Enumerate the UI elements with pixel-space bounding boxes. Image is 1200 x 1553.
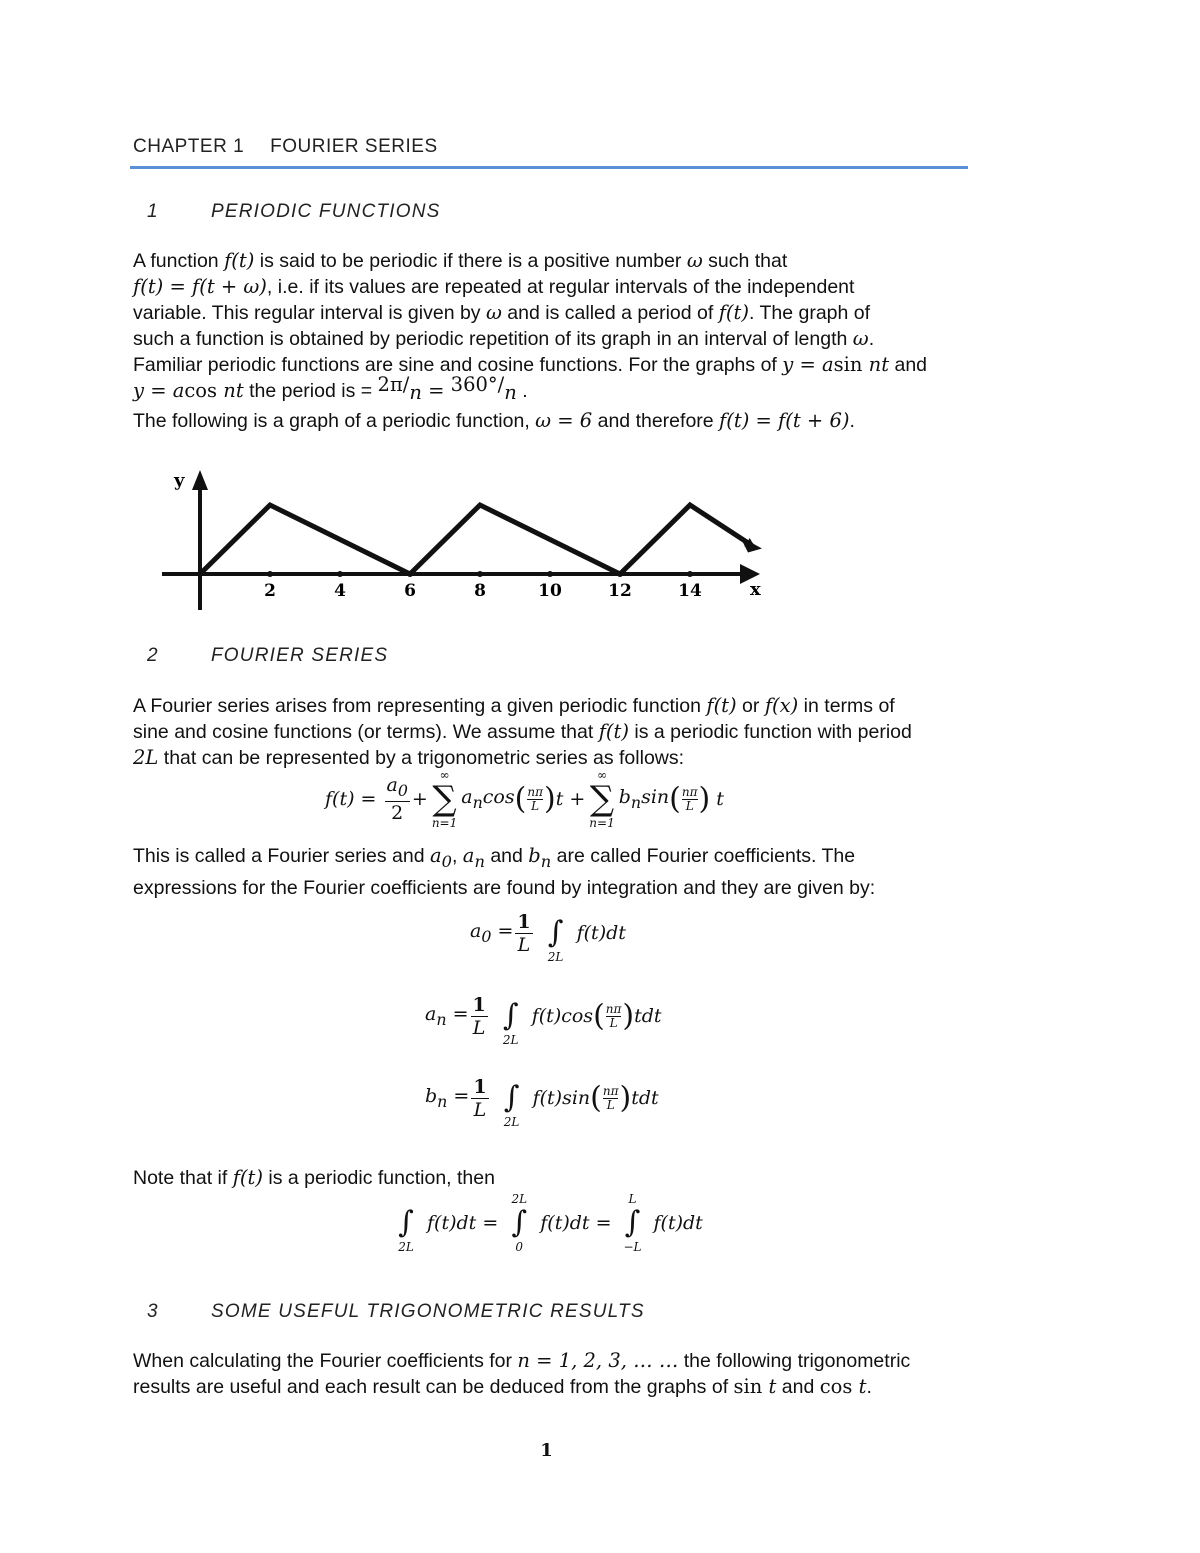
lower-limit: n=1 xyxy=(431,816,458,830)
numerator: nπ xyxy=(605,1001,622,1016)
fraction-numerator: 360° xyxy=(450,373,498,396)
text: . xyxy=(866,1376,872,1398)
left-paren: ( xyxy=(669,781,681,817)
bn-formula xyxy=(425,1067,659,1129)
integrand: f(t)sin xyxy=(532,1087,591,1109)
series-line xyxy=(200,505,752,574)
integral-symbol: ∫ xyxy=(503,1080,520,1115)
fourier-series-equation xyxy=(325,768,825,830)
text: . xyxy=(868,328,875,350)
y-axis-label: y xyxy=(174,470,185,491)
integral-symbol: ∫ xyxy=(398,1205,414,1240)
text: is said to be periodic if there is a positive number xyxy=(254,250,687,272)
equals: = xyxy=(453,1085,470,1108)
math: f(t) = f(t + ω) xyxy=(133,275,267,298)
text: or xyxy=(736,695,765,717)
math: 2L xyxy=(133,746,159,769)
text: , xyxy=(451,845,463,867)
text: , i.e. if its values are repeated at regular intervals of the independent xyxy=(266,276,855,298)
section-heading-3 xyxy=(133,1301,645,1323)
subscript: n xyxy=(630,792,642,812)
text: . xyxy=(849,410,855,432)
sin-function: sin xyxy=(641,786,670,809)
text: Familiar periodic functions are sine and cosine functions. For the graphs of xyxy=(133,354,783,376)
x-tick-mark xyxy=(267,571,273,577)
denominator: L xyxy=(606,1097,615,1112)
plus-sign: + xyxy=(411,788,428,810)
math: f(t) xyxy=(718,301,749,324)
paragraph-coefficients xyxy=(133,843,973,901)
math: t xyxy=(858,1375,867,1398)
section-heading-1 xyxy=(133,201,441,223)
denominator: L xyxy=(685,798,694,813)
integral-symbol: ∫ xyxy=(511,1205,528,1240)
text: . The graph of xyxy=(748,302,871,324)
a0-symbol: a xyxy=(470,920,482,943)
text: and is called a period of xyxy=(501,302,719,324)
text: that can be represented by a trigonometric series as follows: xyxy=(158,747,685,769)
subscript: n xyxy=(437,1091,448,1111)
x-tick-mark xyxy=(337,571,343,577)
text: and therefore xyxy=(592,410,720,432)
lower-limit: 2L xyxy=(398,1240,414,1254)
x-tick-mark xyxy=(687,571,693,577)
math: cos xyxy=(819,1375,859,1398)
section-title: SOME USEFUL TRIGONOMETRIC RESULTS xyxy=(211,1301,645,1322)
differential: tdt xyxy=(631,1087,659,1109)
denominator: L xyxy=(531,798,540,813)
math: = xyxy=(421,379,451,402)
numerator: 1 xyxy=(472,993,486,1016)
paragraph-trig xyxy=(133,1348,973,1400)
math: ω xyxy=(686,249,703,272)
upper-limit: L xyxy=(628,1192,637,1206)
math: f(t) xyxy=(706,694,737,717)
x-tick-mark xyxy=(547,571,553,577)
text: results are useful and each result can be deduced from the graphs of xyxy=(133,1376,734,1398)
text: and xyxy=(889,354,928,376)
denominator: L xyxy=(473,1098,487,1121)
integral-symbol: ∫ xyxy=(624,1205,641,1240)
lower-limit: 2L xyxy=(503,1115,520,1129)
math: f(x) xyxy=(764,694,799,717)
math: nt xyxy=(868,353,890,376)
text: When calculating the Fourier coefficients for xyxy=(133,1350,518,1372)
text: are called Fourier coefficients. The xyxy=(551,845,856,867)
equation-lhs: f(t) = xyxy=(325,788,377,810)
denominator: L xyxy=(609,1015,618,1030)
x-tick-mark xyxy=(477,571,483,577)
math: ω = 6 xyxy=(535,409,593,432)
denominator: L xyxy=(472,1016,486,1039)
text: is a periodic function with period xyxy=(628,721,912,743)
integral xyxy=(497,1067,527,1129)
x-tick-label: 8 xyxy=(474,581,486,601)
math: b xyxy=(528,844,541,867)
math: a xyxy=(462,844,475,867)
upper-limit: 2L xyxy=(511,1192,528,1206)
subscript: 0 xyxy=(441,851,452,871)
right-paren: ) xyxy=(698,781,711,817)
section-number: 1 xyxy=(147,201,159,222)
lower-limit: 2L xyxy=(502,1033,519,1047)
upper-limit: ∞ xyxy=(439,768,450,782)
integral-3 xyxy=(618,1192,648,1254)
sigma-symbol: ∑ xyxy=(432,779,457,819)
math: f(t) xyxy=(224,249,255,272)
text: This is called a Fourier series and xyxy=(133,845,430,867)
lower-limit: n=1 xyxy=(589,816,615,830)
math: ω xyxy=(852,327,869,350)
series-end-arrow xyxy=(740,537,762,553)
lower-limit: 2L xyxy=(547,950,564,964)
text: expressions for the Fourier coefficients are found by integration and they are given by: xyxy=(133,876,876,899)
integral-symbol: ∫ xyxy=(502,998,519,1033)
left-paren: ( xyxy=(514,781,527,817)
subscript: 0 xyxy=(397,780,408,800)
fraction-numerator: 2π xyxy=(377,373,403,396)
text: . xyxy=(516,380,528,402)
math: sin xyxy=(733,1375,769,1398)
an-formula xyxy=(425,985,662,1047)
a0-formula xyxy=(470,902,626,964)
chapter-label: CHAPTER 1 xyxy=(133,136,245,157)
subscript: 0 xyxy=(481,926,492,946)
numerator: 1 xyxy=(473,1075,487,1098)
x-tick-label: 2 xyxy=(264,581,276,601)
integrand: f(t)cos xyxy=(531,1005,594,1027)
math: f(t) xyxy=(598,720,629,743)
npi-over-L xyxy=(682,786,698,813)
npi-over-L xyxy=(606,1003,622,1030)
summation-sin xyxy=(589,768,614,830)
paragraph-periodic: A function f(t) is said to be periodic if there is a positive number ω such that f(t) = f(t + ω), i.e. if its values are repeated at regular intervals of the independent variable. This regular interval is given by ω and is called a period of f(t). The graph of such a function is obtained by periodic repetition of its graph in an interval of length ω. Familiar periodic functions are sine and cosine functions. For the graphs of y = asin nt and y = acos nt the period is = 2π/n = 360°/n . The following is a graph of a periodic function, ω = 6 and therefore f(t) = f(t + 6). xyxy=(133,249,928,432)
text: Note that if xyxy=(133,1167,233,1189)
one-over-L xyxy=(515,911,532,956)
integral xyxy=(541,902,571,964)
t-plus: t + xyxy=(555,788,586,810)
upper-limit xyxy=(391,1192,421,1206)
numerator: nπ xyxy=(681,784,698,799)
upper-limit: ∞ xyxy=(597,768,607,782)
x-tick-label: 4 xyxy=(334,581,346,601)
text: The following is a graph of a periodic function, xyxy=(133,410,536,432)
equals: = xyxy=(452,1003,469,1026)
integral-2 xyxy=(504,1192,534,1254)
numerator: nπ xyxy=(527,784,543,799)
fraction-denominator: n xyxy=(409,381,422,404)
y-axis-arrow xyxy=(192,470,208,490)
integral-1 xyxy=(391,1192,421,1254)
integrand: f(t)dt xyxy=(653,1212,703,1234)
section-number: 2 xyxy=(147,645,159,666)
section-title: FOURIER SERIES xyxy=(211,645,389,666)
chapter-header xyxy=(133,136,438,158)
numerator: 1 xyxy=(517,910,531,933)
differential: tdt xyxy=(634,1005,662,1027)
integral-symbol: ∫ xyxy=(547,915,564,950)
math: cos xyxy=(184,379,224,402)
integral xyxy=(496,985,526,1047)
t-variable: t xyxy=(716,788,724,810)
x-tick-label: 6 xyxy=(404,581,416,601)
a0-symbol: a xyxy=(386,773,398,796)
math: nt xyxy=(223,379,244,402)
fraction-denominator: n xyxy=(504,381,517,404)
subscript: n xyxy=(436,1009,447,1029)
math: y = a xyxy=(782,353,834,376)
sigma-symbol: ∑ xyxy=(589,779,615,819)
left-paren: ( xyxy=(590,1080,602,1116)
one-over-L xyxy=(471,994,488,1039)
text: and xyxy=(484,845,529,867)
math: y = a xyxy=(133,379,185,402)
paragraph-note xyxy=(133,1165,973,1191)
one-over-L xyxy=(471,1076,488,1121)
right-paren: ) xyxy=(543,781,556,817)
page-number: 1 xyxy=(540,1440,553,1461)
math: t xyxy=(768,1375,777,1398)
lower-limit: −L xyxy=(623,1240,642,1254)
x-axis-label: x xyxy=(750,579,761,600)
a0-over-2 xyxy=(385,774,410,825)
npi-over-L xyxy=(527,786,543,813)
subscript: n xyxy=(472,792,483,812)
integral-equality xyxy=(385,1192,703,1254)
integrand: f(t)dt = xyxy=(427,1212,499,1234)
subscript: n xyxy=(474,851,485,871)
chapter-title: FOURIER SERIES xyxy=(270,136,438,157)
integrand: f(t)dt xyxy=(576,922,626,944)
math: f(t) = f(t + 6) xyxy=(719,409,850,432)
math: sin xyxy=(833,353,869,376)
bn-symbol: b xyxy=(618,786,631,809)
subscript: n xyxy=(540,851,552,871)
math: ω xyxy=(485,301,502,324)
x-tick-label: 10 xyxy=(538,581,562,601)
header-rule xyxy=(130,166,968,169)
paragraph-fourier xyxy=(133,693,973,771)
text: the period is = xyxy=(243,380,378,402)
integrand: f(t)dt = xyxy=(540,1212,612,1234)
x-tick-label: 12 xyxy=(608,581,632,601)
text: the following trigonometric xyxy=(678,1350,911,1372)
an-symbol: a xyxy=(461,786,473,809)
text: such a function is obtained by periodic repetition of its graph in an interval of length xyxy=(133,328,853,350)
math: a xyxy=(429,844,442,867)
text: sine and cosine functions (or terms). We assume that xyxy=(133,721,599,743)
equals: = xyxy=(497,920,514,943)
right-paren: ) xyxy=(619,1080,632,1116)
lower-limit: 0 xyxy=(515,1240,524,1254)
cos-function: cos xyxy=(482,786,515,809)
text: variable. This regular interval is given by xyxy=(133,302,486,324)
right-paren: ) xyxy=(622,998,635,1034)
numerator: nπ xyxy=(602,1083,619,1098)
text: and xyxy=(776,1376,820,1398)
text: A function xyxy=(133,250,225,272)
x-tick-label: 14 xyxy=(678,581,702,601)
text: is a periodic function, then xyxy=(263,1167,495,1189)
math: f(t) xyxy=(232,1166,263,1189)
section-number: 3 xyxy=(147,1301,159,1322)
text: A Fourier series arises from representing a given periodic function xyxy=(133,695,707,717)
math: n = 1, 2, 3, … … xyxy=(517,1349,679,1372)
periodic-function-chart xyxy=(150,460,790,620)
summation-cos xyxy=(432,768,457,830)
left-paren: ( xyxy=(593,998,605,1034)
denominator: 2 xyxy=(391,802,404,825)
section-heading-2 xyxy=(133,645,388,667)
text: in terms of xyxy=(798,695,895,717)
an-symbol: a xyxy=(425,1003,437,1026)
text: such that xyxy=(702,250,788,272)
npi-over-L xyxy=(603,1085,619,1112)
denominator: L xyxy=(517,933,531,956)
bn-symbol: b xyxy=(425,1085,438,1108)
section-title: PERIODIC FUNCTIONS xyxy=(211,201,441,222)
